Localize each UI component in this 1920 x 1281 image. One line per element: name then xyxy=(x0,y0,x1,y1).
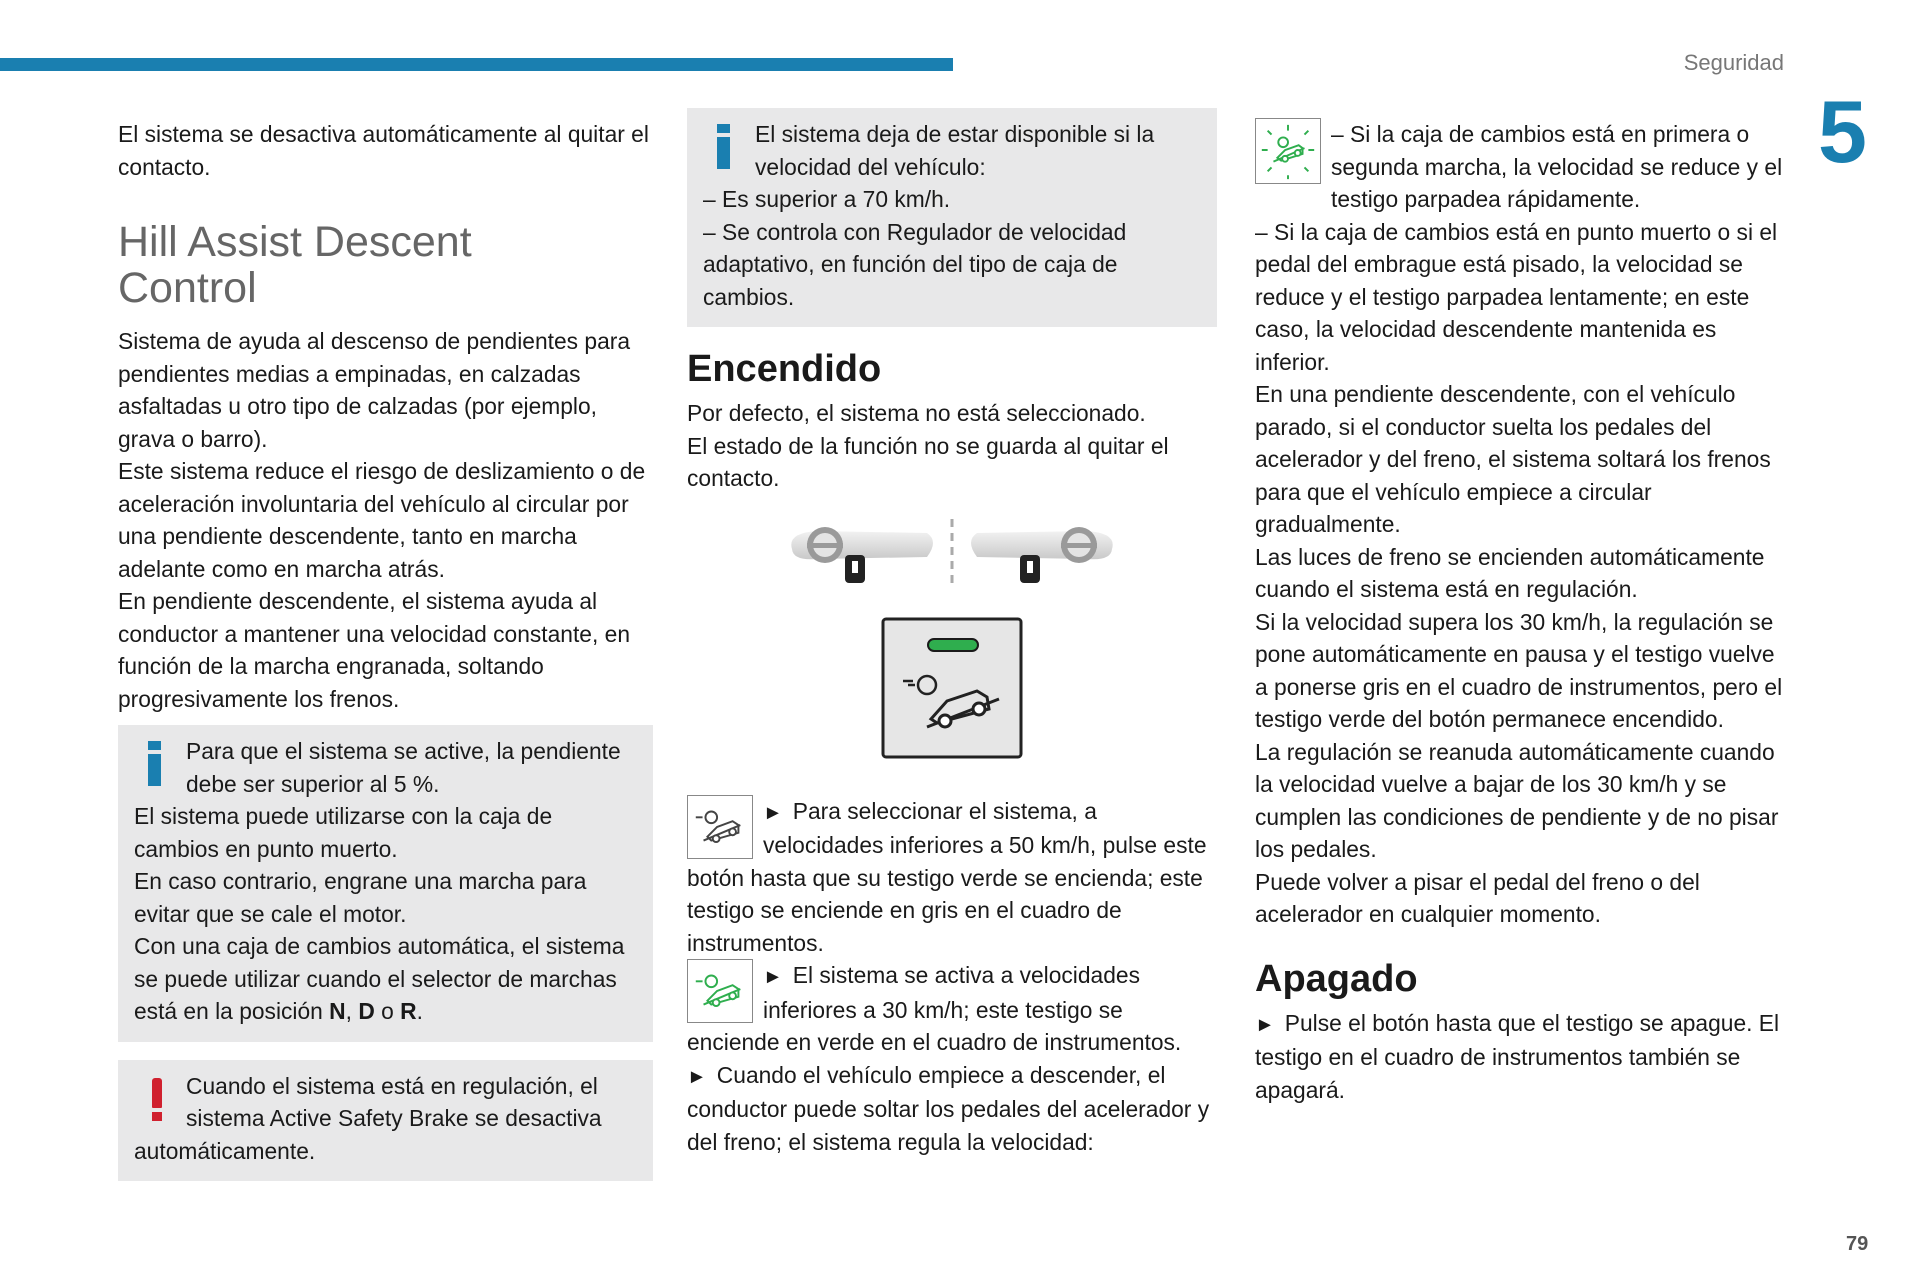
separator: , xyxy=(345,998,359,1024)
gear-d: D xyxy=(358,998,375,1024)
right-hand-drive-icon xyxy=(971,527,1113,583)
arrow-icon: ► xyxy=(763,801,783,824)
step-text-content: El sistema se activa a velocidades inferiores a 30 km/h; este testigo se enciende en verde en el cuadro de instrumentos. xyxy=(687,962,1182,1055)
column-middle xyxy=(687,118,1217,1158)
paragraph: En una pendiente descendente, con el vehículo parado, si el conductor suelta los pedales del acelerador y del freno, el sistema soltará los frenos para que el vehículo empiece a circular gradualmente. xyxy=(1255,381,1771,537)
paragraph: La regulación se reanuda automáticamente cuando la velocidad vuelve a bajar de los 30 km/h y se cumplen las condiciones de pendiente y de no pisar los pedales. xyxy=(1255,738,1779,862)
bullet: – Si la caja de cambios está en punto muerto o si el pedal del embrague está pisado, la velocidad se reduce y el testigo parpadea lentamente; en este caso, la velocidad descendente mantenida es inferior. xyxy=(1255,218,1778,375)
info-line: – Se controla con Regulador de velocidad adaptativo, en función del tipo de caja de cambios. xyxy=(703,218,1127,310)
info-line: En caso contrario, engrane una marcha para evitar que se cale el motor. xyxy=(134,868,587,927)
page-title xyxy=(118,219,653,311)
gear-r: R xyxy=(400,998,417,1024)
step-text-content: Cuando el vehículo empiece a descender, el conductor puede soltar los pedales del acelerador y del freno; el sistema regula la velocidad: xyxy=(687,1061,1210,1155)
title-line-1: Hill Assist Descent xyxy=(118,218,472,266)
paragraph: Puede volver a pisar el pedal del freno o del acelerador en cualquier momento. xyxy=(1255,868,1700,927)
info-line: – Es superior a 70 km/h. xyxy=(703,186,951,212)
separator: o xyxy=(374,998,401,1024)
bullet: – Si la caja de cambios está en primera o segunda marcha, la velocidad se reduce y el testigo parpadea rápidamente. xyxy=(1331,121,1783,212)
hadc-indicator-gray-icon xyxy=(687,795,753,859)
heading-apagado: Apagado xyxy=(1255,957,1418,1000)
warning-box xyxy=(118,1060,653,1182)
gear-n: N xyxy=(329,998,346,1024)
section-label: Seguridad xyxy=(1683,50,1784,75)
info-line: El sistema deja de estar disponible si la velocidad del vehículo: xyxy=(755,121,1155,180)
hadc-indicator-flashing-icon xyxy=(1255,118,1321,184)
info-line: El sistema puede utilizarse con la caja de cambios en punto muerto. xyxy=(134,803,553,862)
step-text xyxy=(687,795,1217,960)
info-box xyxy=(687,108,1217,327)
heading-encendido: Encendido xyxy=(687,348,882,390)
dashboard-button-illustration xyxy=(687,509,1217,779)
info-line xyxy=(134,930,637,1028)
paragraph: Sistema de ayuda al descenso de pendientes para pendientes medias a empinadas, en calzadas asfaltadas u otro tipo de calzadas (por ejemplo, grava o barro). xyxy=(118,328,631,452)
info-icon xyxy=(703,118,755,178)
title-line-2: Control xyxy=(118,264,257,312)
paragraph: Por defecto, el sistema no está seleccionado. xyxy=(687,400,1146,426)
control-location-figure xyxy=(687,509,1217,779)
column-left xyxy=(118,118,653,1181)
left-hand-drive-icon xyxy=(791,527,933,583)
info-box xyxy=(118,725,653,1042)
step-text xyxy=(687,959,1217,1059)
separator: . xyxy=(416,998,423,1024)
page-number: 79 xyxy=(1846,1233,1869,1255)
paragraph: Las luces de freno se encienden automáticamente cuando el sistema está en regulación. xyxy=(1255,543,1765,602)
warning-icon xyxy=(134,1070,186,1130)
step-select xyxy=(687,795,1217,960)
intro-text: El sistema se desactiva automáticamente al quitar el contacto. xyxy=(118,121,649,180)
header-accent-bar xyxy=(0,58,953,71)
arrow-icon: ► xyxy=(687,1065,707,1088)
column-right xyxy=(1255,118,1790,1106)
step-active xyxy=(687,959,1217,1059)
info-text: Con una caja de cambios automática, el sistema se puede utilizar cuando el selector de marchas está en la posición xyxy=(134,933,625,1024)
info-icon xyxy=(134,735,186,795)
hadc-button-icon xyxy=(883,619,1021,757)
step-text-content: Pulse el botón hasta que el testigo se apague. El testigo en el cuadro de instrumentos también se apagará. xyxy=(1255,1009,1780,1103)
info-line: Para que el sistema se active, la pendiente debe ser superior al 5 %. xyxy=(186,738,621,797)
paragraph: El estado de la función no se guarda al quitar el contacto. xyxy=(687,432,1169,491)
step-text-content: Para seleccionar el sistema, a velocidades inferiores a 50 km/h, pulse este botón hasta que su testigo verde se encienda; este testigo se enciende en gris en el cuadro de instrumentos. xyxy=(687,797,1207,956)
paragraph: Si la velocidad supera los 30 km/h, la regulación se pone automáticamente en pausa y el testigo vuelve a ponerse gris en el cuadro de instrumentos, pero el testigo verde del botón permanece encendido. xyxy=(1255,608,1783,732)
chapter-number: 5 xyxy=(1818,82,1867,181)
warning-text: Cuando el sistema está en regulación, el sistema Active Safety Brake se desactiva automáticamente. xyxy=(134,1072,602,1164)
step-text xyxy=(687,1059,1217,1159)
hadc-indicator-green-icon xyxy=(687,959,753,1023)
arrow-icon: ► xyxy=(763,966,783,988)
step-text xyxy=(1255,1007,1790,1107)
paragraph: En pendiente descendente, el sistema ayuda al conductor a mantener una velocidad constante, en función de la marcha engranada, soltando progresivamente los frenos. xyxy=(118,588,631,712)
paragraph: Este sistema reduce el riesgo de deslizamiento o de aceleración involuntaria del vehículo al circular por una pendiente descendente, tanto en marcha adelante como en marcha atrás. xyxy=(118,458,646,582)
arrow-icon: ► xyxy=(1255,1013,1275,1036)
